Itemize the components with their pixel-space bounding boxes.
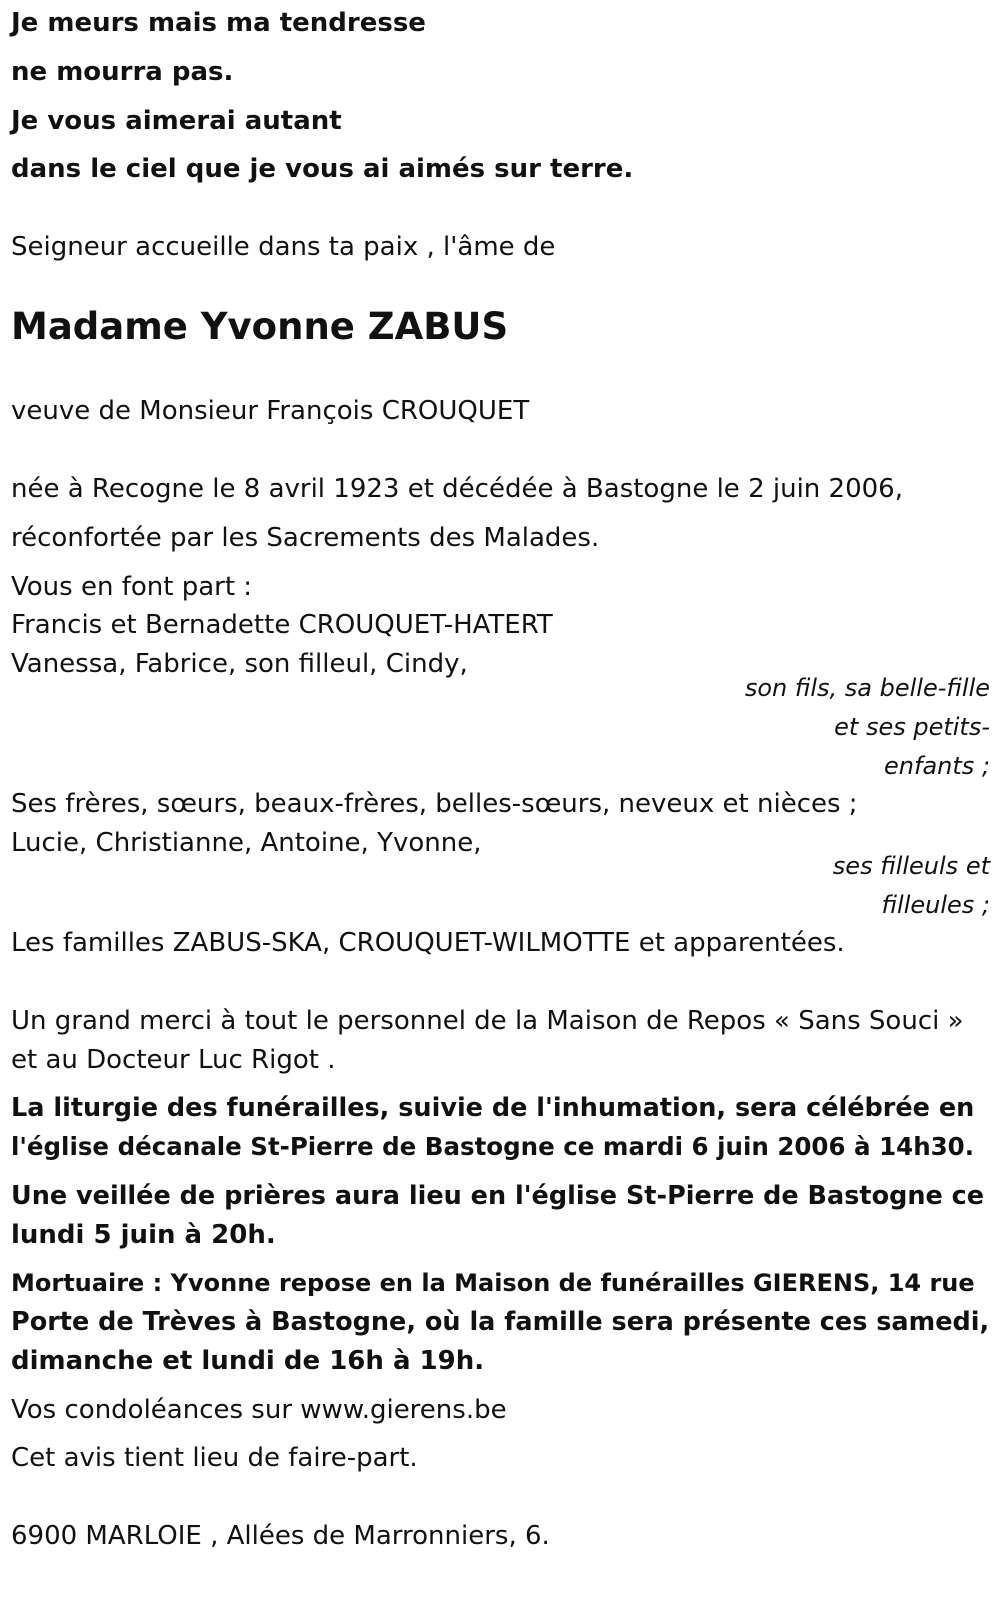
sacraments-text: réconfortée par les Sacrements des Malades. — [11, 523, 600, 553]
mortuary-line-3: dimanche et lundi de 16h à 19h. — [11, 1346, 485, 1376]
thanks-line-2: et au Docteur Luc Rigot . — [11, 1045, 336, 1075]
poem-line-4: dans le ciel que je vous ai aimés sur terre. — [11, 154, 634, 184]
families-text: Les familles ZABUS-SKA, CROUQUET-WILMOTTE et apparentées. — [11, 928, 845, 958]
vigil-line-1: Une veillée de prières aura lieu en l'église St-Pierre de Bastogne ce — [11, 1181, 985, 1211]
birth-death-text: née à Recogne le 8 avril 1923 et décédée à Bastogne le 2 juin 2006, — [11, 474, 903, 504]
announce-text: Vous en font part : — [11, 572, 253, 602]
poem-line-1: Je meurs mais ma tendresse — [11, 8, 426, 38]
relation-1-line-2: et ses petits- — [834, 713, 990, 741]
vigil-line-2: lundi 5 juin à 20h. — [11, 1220, 276, 1250]
poem-line-3: Je vous aimerai autant — [11, 106, 342, 136]
relation-2-line-2: filleules ; — [881, 891, 990, 919]
grandchildren: Vanessa, Fabrice, son filleul, Cindy, — [11, 649, 468, 679]
relation-1-line-3: enfants ; — [884, 752, 990, 780]
siblings-text: Ses frères, sœurs, beaux-frères, belles-sœurs, neveux et nièces ; — [11, 789, 858, 819]
mortuary-line-2: Porte de Trèves à Bastogne, où la famille sera présente ces samedi, — [11, 1307, 990, 1337]
address-text: 6900 MARLOIE , Allées de Marronniers, 6. — [11, 1521, 550, 1551]
thanks-line-1: Un grand merci à tout le personnel de la Maison de Repos « Sans Souci » — [11, 1006, 964, 1036]
liturgy-line-1: La liturgie des funérailles, suivie de l'inhumation, sera célébrée en — [11, 1093, 975, 1123]
mortuary-line-1: Mortuaire : Yvonne repose en la Maison de funérailles GIERENS, 14 rue — [11, 1269, 975, 1297]
godchildren-text: Lucie, Christianne, Antoine, Yvonne, — [11, 828, 482, 858]
deceased-name: Madame Yvonne ZABUS — [11, 305, 509, 348]
relation-2-line-1: ses filleuls et — [832, 852, 990, 880]
son-couple: Francis et Bernadette CROUQUET-HATERT — [11, 610, 553, 640]
condolences-text: Vos condoléances sur www.gierens.be — [11, 1395, 507, 1425]
intro-text: Seigneur accueille dans ta paix , l'âme de — [11, 232, 556, 262]
poem-line-2: ne mourra pas. — [11, 57, 234, 87]
notice-text: Cet avis tient lieu de faire-part. — [11, 1443, 418, 1473]
spouse-text: veuve de Monsieur François CROUQUET — [11, 396, 530, 426]
relation-1-line-1: son fils, sa belle-fille — [744, 674, 990, 702]
liturgy-line-2: l'église décanale St-Pierre de Bastogne ce mardi 6 juin 2006 à 14h30. — [11, 1132, 975, 1161]
